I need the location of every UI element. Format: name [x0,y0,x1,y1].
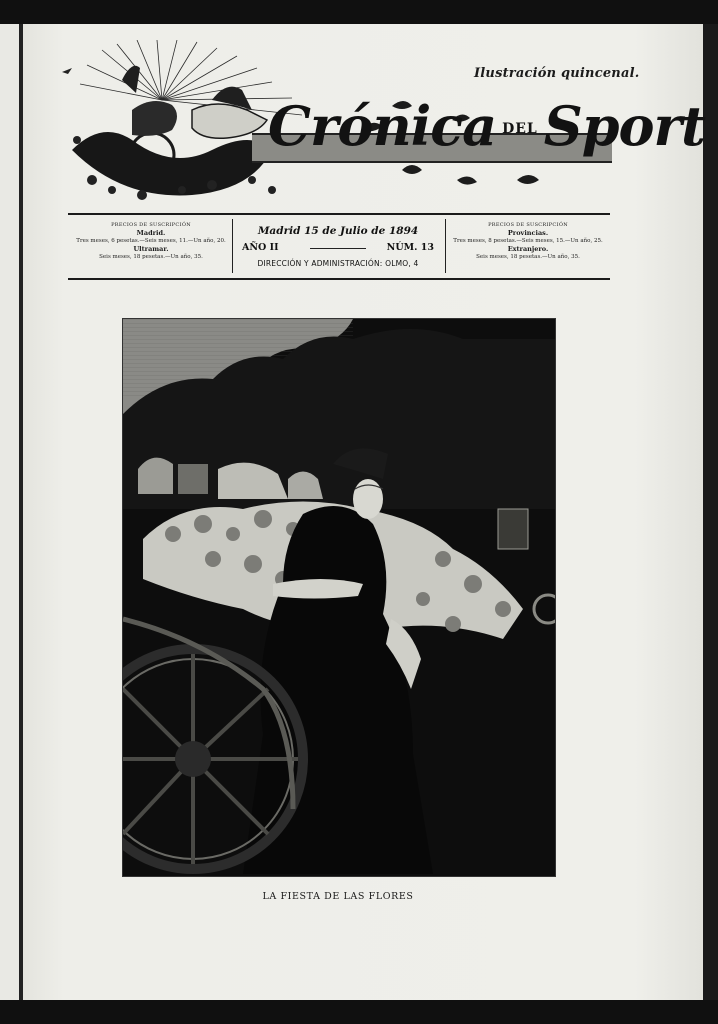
main-engraving [122,318,556,877]
title-cronica: Crónica [268,94,497,158]
prices-heading-right: PRECIOS DE SUSCRIPCIÓN [488,222,568,228]
flower-carriage-engraving [123,319,555,876]
ultramar-prices: Seis meses, 18 pesetas.—Un año, 35. [99,254,203,260]
provincias-prices: Tres meses, 8 pesetas.—Seis meses, 15.—Un año, 25. [453,238,603,244]
prices-heading: PRECIOS DE SUSCRIPCIÓN [111,222,191,228]
publication-frequency: Ilustración quincenal. [474,66,640,81]
left-page-edge [0,24,20,1000]
region-ultramar: Ultramar. [133,245,169,253]
address: DIRECCIÓN Y ADMINISTRACIÓN: OLMO, 4 [257,259,419,268]
ornament-rule [310,248,366,249]
newspaper-title [268,94,705,158]
issue-info [232,215,444,278]
subscription-prices-right [449,221,607,261]
masthead-title [252,94,705,168]
right-page-edge [703,24,718,1000]
subscription-prices-left [72,221,230,261]
divider-right [445,219,446,273]
title-sport: Sport [543,94,705,158]
issue-number: NÚM. 13 [386,242,434,253]
region-provincias: Provincias. [507,229,549,237]
subscription-info-band [68,213,610,280]
title-del: DEL [502,121,538,137]
issue-year: AÑO II [242,242,279,253]
extranjero-prices: Seis meses, 18 pesetas.—Un año, 35. [476,254,580,260]
region-extranjero: Extranjero. [507,245,549,253]
region-madrid: Madrid. [136,229,166,237]
illustration-caption: LA FIESTA DE LAS FLORES [262,891,414,902]
madrid-prices: Tres meses, 6 pesetas.—Seis meses, 11.—Un año, 20. [76,238,226,244]
issue-date: Madrid 15 de Julio de 1894 [257,225,419,237]
